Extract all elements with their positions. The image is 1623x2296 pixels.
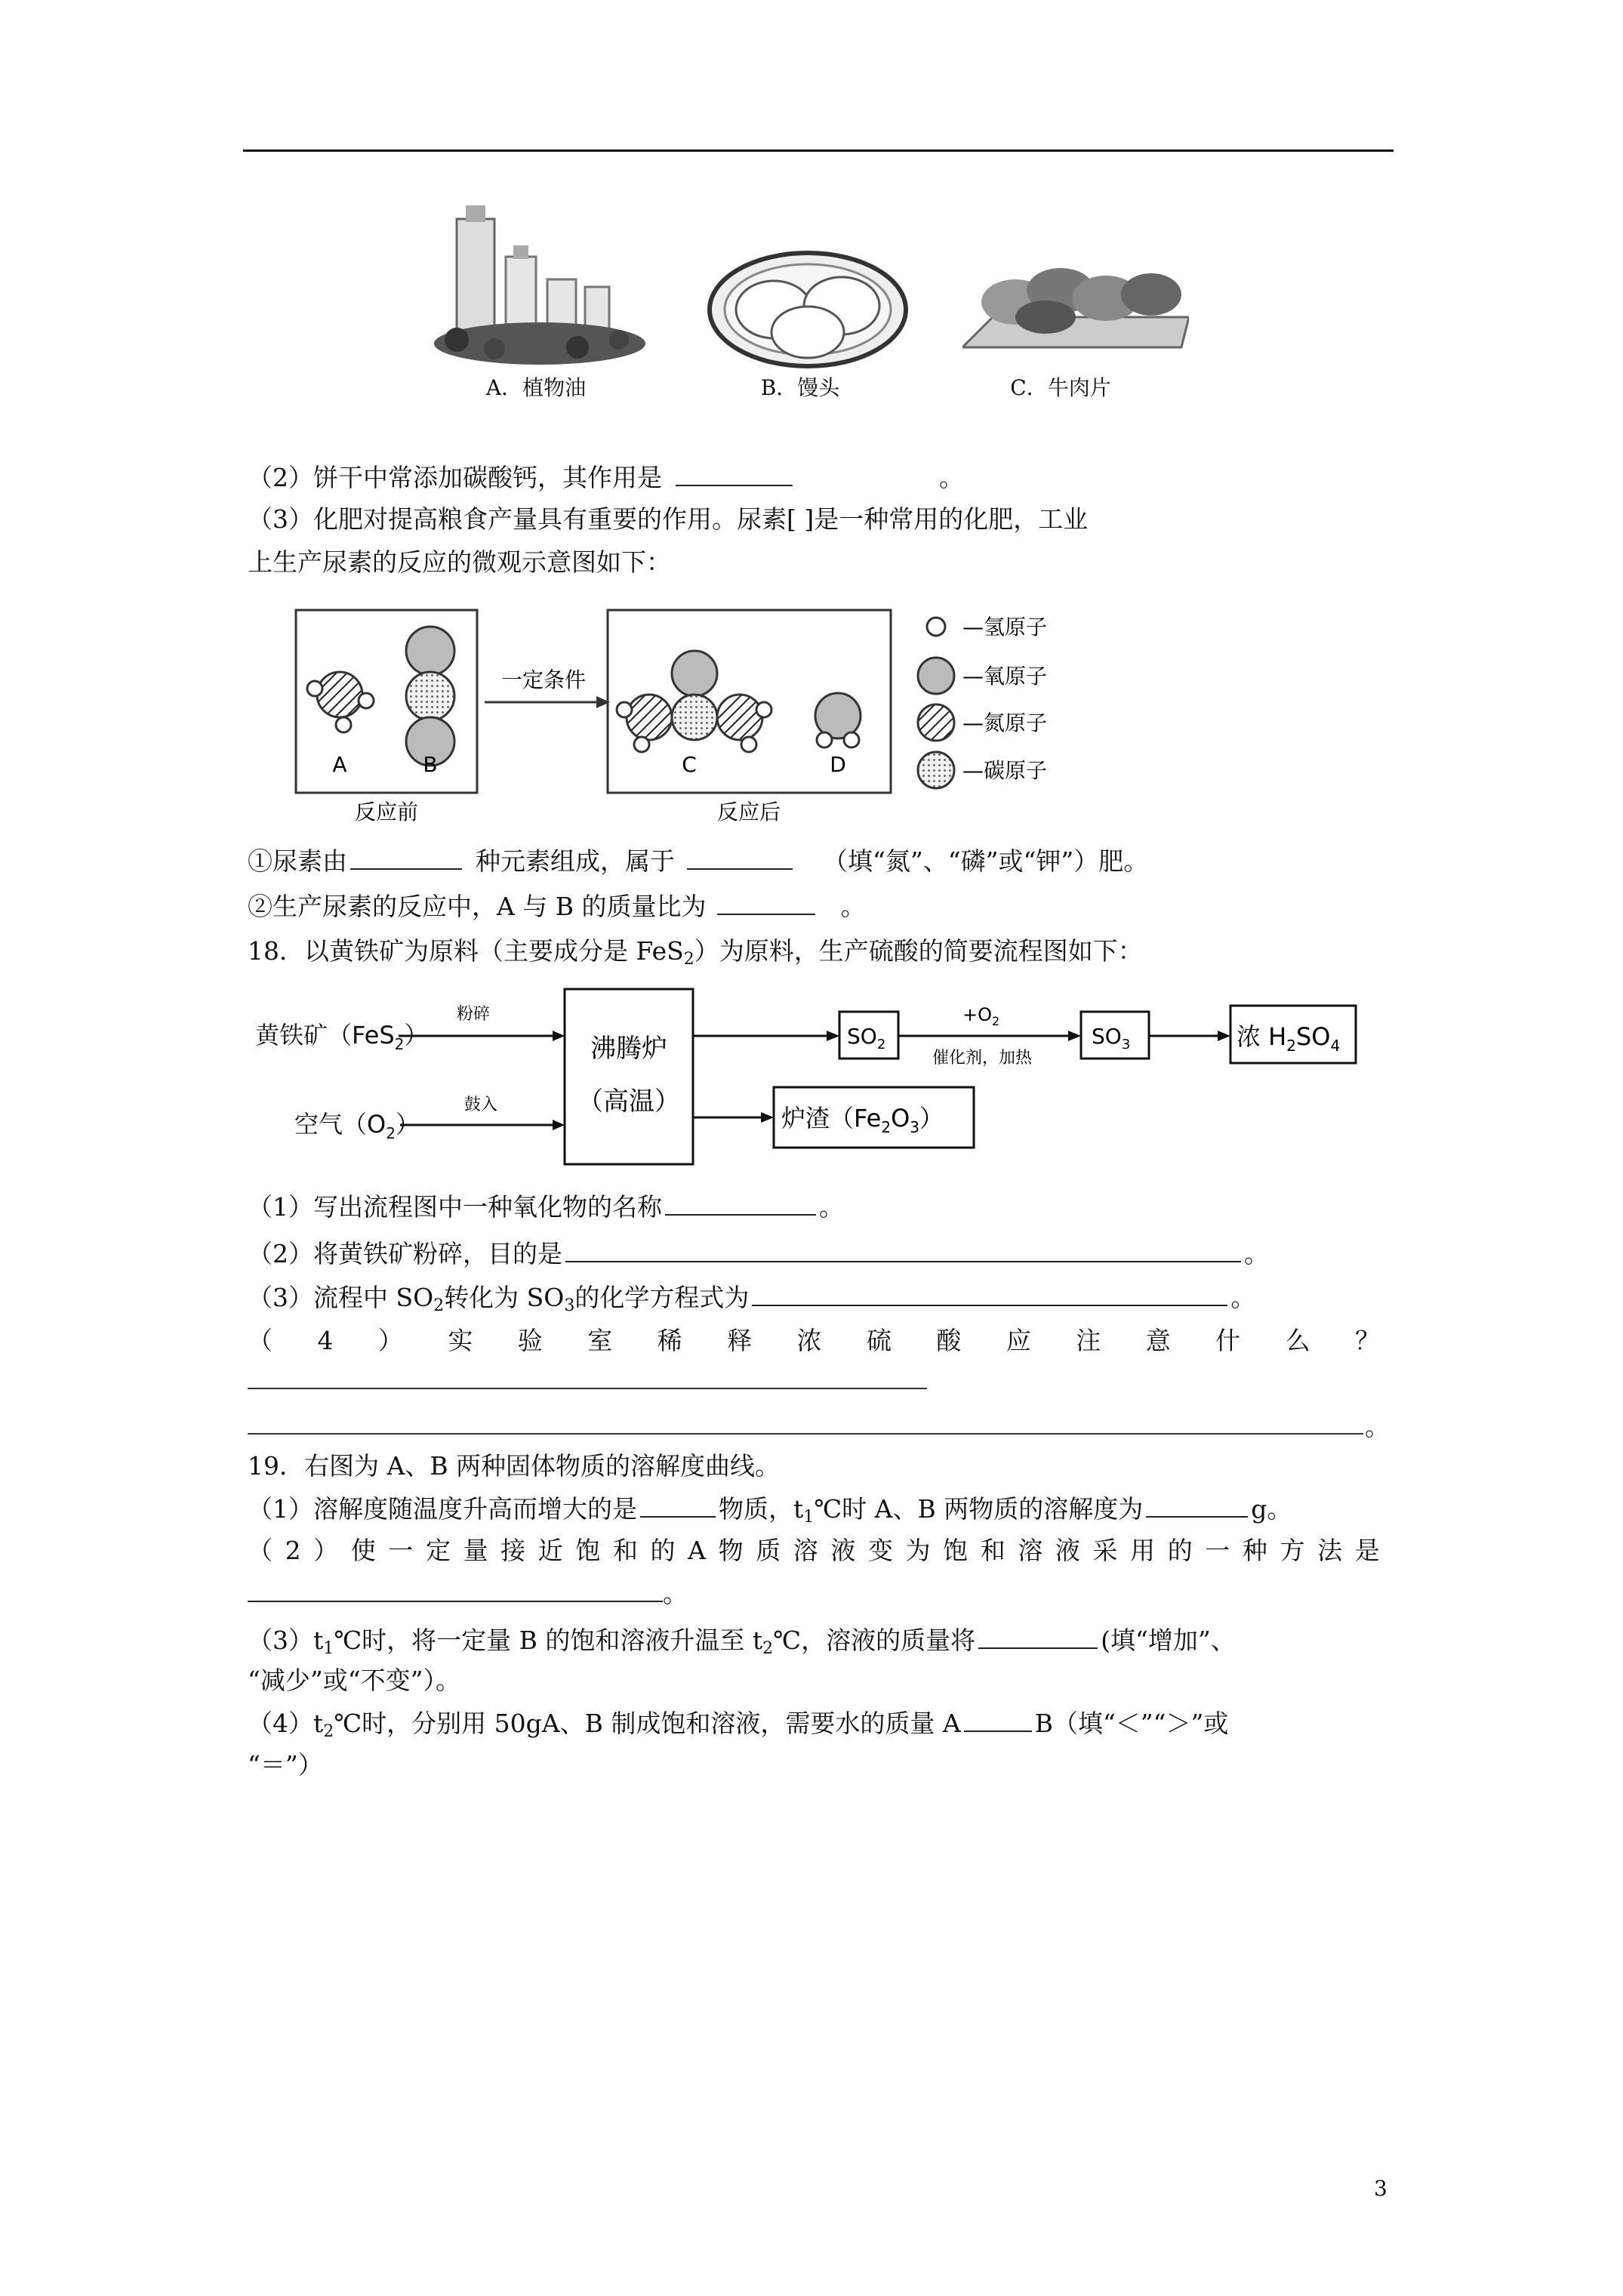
q18-part2: （2）将黄铁矿粉碎，目的是 。: [248, 1239, 1269, 1268]
food-caption-a: A．植物油: [485, 375, 587, 400]
answer-blank[interactable]: [964, 1708, 1032, 1732]
q19-intro: 19．右图为 A、B 两种固体物质的溶解度曲线。: [248, 1451, 781, 1481]
legend-oxygen: —氧原子: [962, 664, 1048, 689]
q19-part4-line2: “＝”）: [248, 1750, 323, 1780]
flow-slag: 炉渣$(Fe_2O_3)$: [781, 1104, 944, 1136]
food-image-b: [706, 227, 910, 370]
q17-part3-line1: （3）化肥对提高粮食产量具有重要的作用。尿素[ ]是一种常用的化肥，工业: [248, 504, 1089, 534]
q18-part1: （1）写出流程图中一种氧化物的名称 。: [248, 1192, 844, 1222]
molecule-label-c: C: [682, 752, 697, 777]
q18-intro: 18．以黄铁矿为原料（主要成分是 FeS$_2$）为原料，生产硫酸的简要流程图如下：: [248, 936, 1143, 969]
food-caption-b: B．馒头: [760, 375, 840, 400]
flow-o2: $+O_2$: [962, 1004, 1000, 1028]
flow-furnace: 沸腾炉: [590, 1034, 667, 1064]
flow-so2: $SO_2$: [847, 1024, 886, 1052]
food-image-c: [962, 234, 1189, 362]
answer-blank[interactable]: [717, 891, 815, 915]
q19-part3: $(3)t_1℃$时，将一定量 B 的饱和溶液升温至 $t_2℃$，溶液的质量将 (填“增加”、: [248, 1626, 1236, 1658]
answer-blank[interactable]: [1146, 1493, 1248, 1518]
q19-part4: $(4)t_2℃$时，分别用 50gA、B 制成饱和溶液，需要水的质量 A B（填“＜”“＞”或: [248, 1709, 1229, 1741]
answer-blank[interactable]: [640, 1493, 716, 1518]
after-label: 反应后: [716, 800, 781, 824]
q18-part3: （3）流程中 $SO_2$转化为 $SO_3$的化学方程式为 。: [248, 1283, 1256, 1315]
molecule-label-d: D: [830, 752, 846, 777]
header-rule: [243, 149, 1394, 152]
flow-catalyst: 催化剂，加热: [932, 1049, 1033, 1068]
flow-furnace-temp: （高温）: [577, 1086, 680, 1117]
q18-part4-end: 。: [1365, 1412, 1390, 1441]
process-flow-diagram: [249, 982, 1381, 1170]
q19-part1: （1）溶解度随温度升高而增大的是 物质，$t_1℃$时 A、B 两物质的溶解度为 g。: [248, 1494, 1292, 1527]
reaction-diagram: [287, 604, 1155, 834]
q19-part2-blank: 。: [248, 1578, 688, 1609]
answer-blank[interactable]: [565, 1238, 1241, 1262]
flow-air: 空气$(O_2)$: [294, 1110, 420, 1142]
answer-line[interactable]: [248, 1433, 1363, 1435]
flow-so3: $SO_3$: [1092, 1024, 1131, 1052]
q19-part2: （ 2 ） 使 一 定 量 接 近 饱 和 的 A 物 质 溶 液 变 为 饱 和 溶 液 采 用 的 一 种 方 法 是: [248, 1536, 1380, 1565]
answer-blank[interactable]: [350, 846, 462, 870]
flow-pyrite: 黄铁矿（FeS$_2$）: [255, 1021, 429, 1053]
before-label: 反应前: [354, 800, 419, 824]
flow-crush: 粉碎: [457, 1005, 491, 1024]
answer-blank[interactable]: [665, 1191, 816, 1216]
answer-blank[interactable]: [248, 1578, 663, 1602]
food-caption-c: C．牛肉片: [1010, 375, 1111, 400]
answer-blank[interactable]: [978, 1625, 1098, 1649]
q17-sub2: ②生产尿素的反应中，A 与 B 的质量比为 。: [248, 892, 866, 921]
food-image-a: [427, 204, 653, 370]
steamed-buns-icon: [706, 227, 910, 370]
q18-part4: （ 4 ） 实 验 室 稀 释 浓 硫 酸 应 注 意 什 么 ？: [248, 1326, 1380, 1355]
molecule-label-a: A: [332, 752, 347, 777]
flow-blow: 鼓入: [464, 1096, 498, 1114]
q17-part2: （2）饼干中常添加碳酸钙，其作用是 。: [248, 463, 964, 492]
q17-part3-line2: 上生产尿素的反应的微观示意图如下：: [248, 547, 671, 577]
answer-blank[interactable]: [687, 846, 793, 870]
bottles-oil-icon: [427, 204, 653, 370]
molecule-label-b: B: [423, 752, 438, 777]
answer-line[interactable]: [248, 1388, 927, 1389]
page-number: 3: [1374, 2176, 1387, 2201]
q17-sub1: ①尿素由 种元素组成，属于 （填“氮”、“磷”或“钾”）肥。: [248, 846, 1149, 876]
legend-carbon: —碳原子: [962, 758, 1048, 783]
q19-part3-line2: “减少”或“不变”）。: [248, 1666, 460, 1695]
legend-hydrogen: —氢原子: [962, 615, 1048, 639]
answer-blank[interactable]: [676, 462, 793, 486]
answer-blank[interactable]: [752, 1282, 1227, 1306]
beef-slices-icon: [962, 234, 1189, 362]
flow-acid: 浓 $H_2SO_4$: [1236, 1022, 1341, 1055]
legend-nitrogen: —氮原子: [962, 710, 1048, 735]
reaction-condition: 一定条件: [500, 667, 587, 692]
